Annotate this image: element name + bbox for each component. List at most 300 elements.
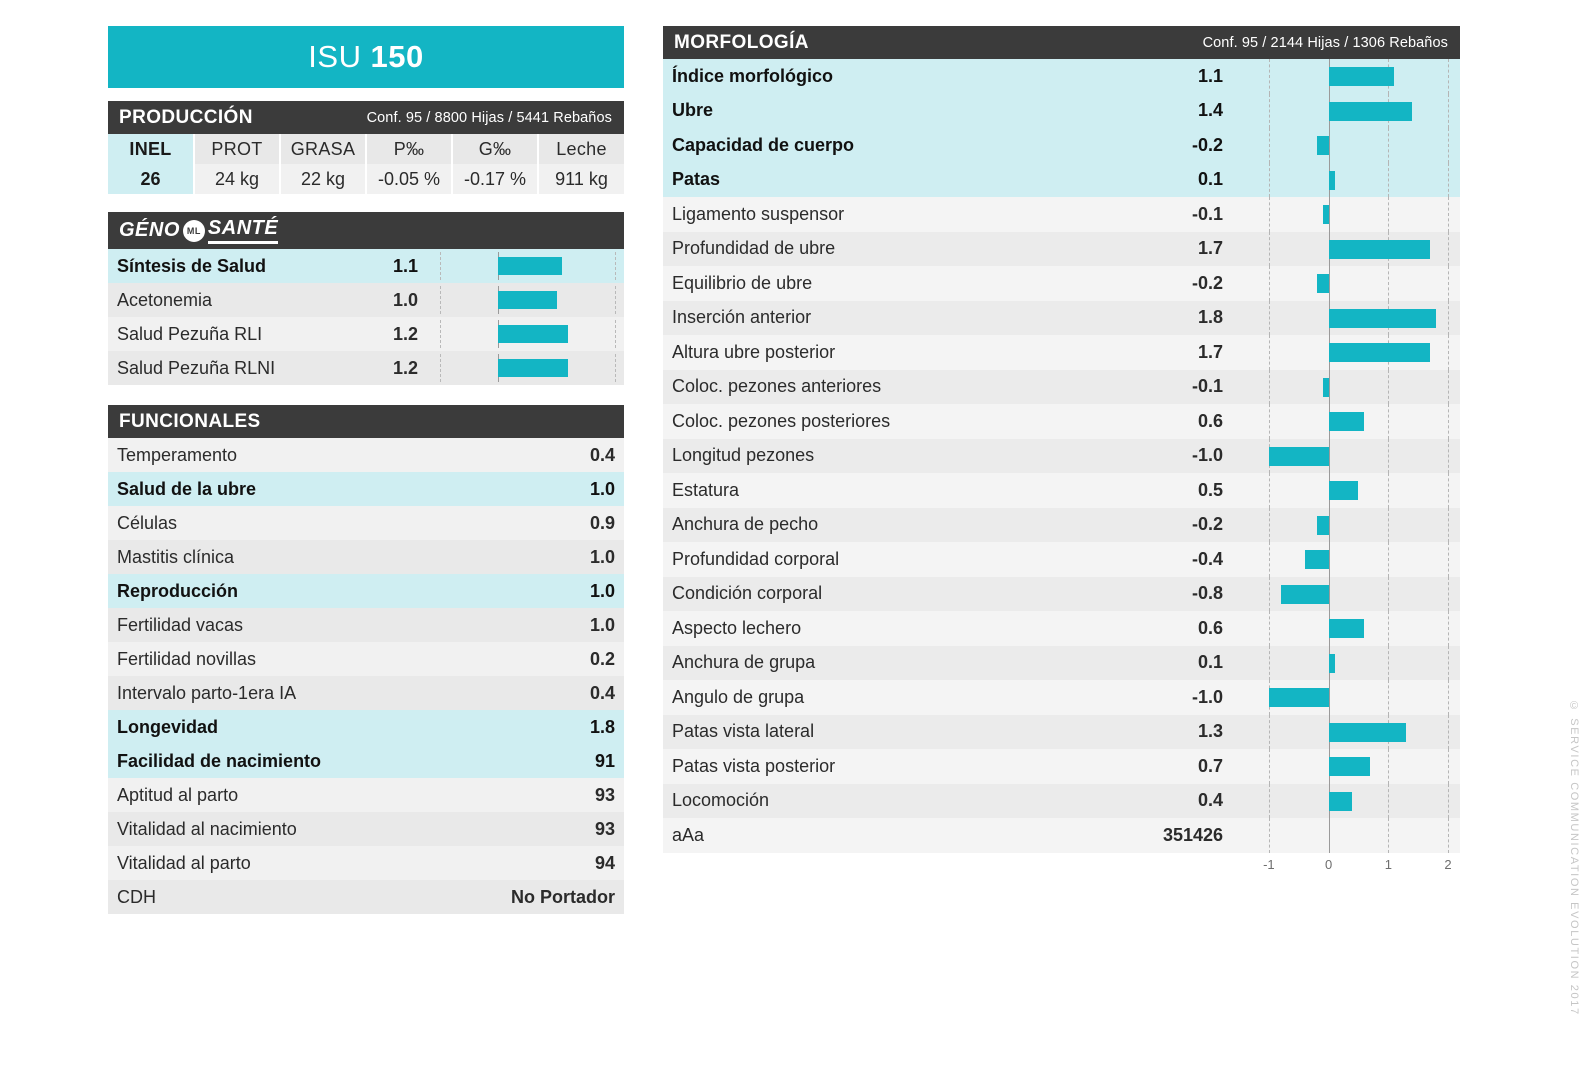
chart-gridline (1388, 439, 1389, 474)
morfologia-row-bar-chart (1245, 508, 1460, 543)
morfologia-row-bar-chart (1245, 128, 1460, 163)
produccion-col-g: G‰ (452, 134, 538, 164)
morfologia-row (663, 232, 1460, 267)
morfologia-row-value: -0.1 (1191, 203, 1223, 224)
funcionales-row-value: 0.4 (589, 682, 615, 703)
chart-gridline (1269, 611, 1270, 646)
morfologia-row (663, 370, 1460, 405)
geno-sante-row-label: Salud Pezuña RLNI (117, 357, 276, 378)
funcionales-title: FUNCIONALES (119, 410, 261, 432)
produccion-val-prot: 24 kg (194, 164, 280, 194)
chart-gridline (440, 320, 441, 348)
morfologia-row (663, 266, 1460, 301)
morfologia-row-label: Coloc. pezones posteriores (672, 410, 891, 431)
chart-bar (1329, 240, 1431, 259)
chart-gridline (1269, 404, 1270, 439)
chart-gridline (1448, 611, 1449, 646)
morfologia-rows (663, 59, 1460, 853)
chart-bar (1281, 585, 1329, 604)
funcionales-row (108, 710, 624, 744)
chart-bar (1329, 67, 1395, 86)
morfologia-row (663, 335, 1460, 370)
funcionales-row-label: Temperamento (117, 444, 238, 465)
produccion-header (108, 101, 624, 134)
morfologia-row (663, 59, 1460, 94)
chart-bar (1329, 619, 1365, 638)
funcionales-row-value: 1.8 (589, 716, 615, 737)
chart-bar (1329, 723, 1407, 742)
chart-gridline (1269, 577, 1270, 612)
morfologia-row-value: 351426 (1163, 824, 1224, 845)
chart-gridline (1269, 266, 1270, 301)
morfologia-row-label: Estatura (672, 479, 740, 500)
morfologia-row-value: -0.4 (1191, 548, 1223, 569)
morfologia-row (663, 818, 1460, 853)
produccion-col-inel: INEL (108, 134, 194, 164)
morfologia-row-value: 0.6 (1197, 410, 1223, 431)
morfologia-row-bar-chart (1245, 749, 1460, 784)
morfologia-row-bar-chart (1245, 715, 1460, 750)
funcionales-row-value: 94 (594, 852, 615, 873)
geno-sante-row-label: Acetonemia (117, 289, 213, 310)
funcionales-row-value: 93 (594, 818, 615, 839)
chart-bar (1329, 102, 1413, 121)
morfologia-row-label: Anchura de pecho (672, 514, 819, 535)
chart-gridline (615, 252, 616, 280)
morfologia-row-label: Angulo de grupa (672, 686, 805, 707)
morfologia-row-label: Patas vista lateral (672, 721, 815, 742)
morfologia-row-bar-chart (1245, 301, 1460, 336)
morfologia-row-label: aAa (672, 824, 705, 845)
axis-tick-label: 0 (1324, 856, 1333, 872)
chart-gridline (1269, 818, 1270, 853)
chart-gridline (1448, 473, 1449, 508)
funcionales-row (108, 608, 624, 642)
geno-sante-row (108, 317, 624, 351)
funcionales-row (108, 676, 624, 710)
produccion-val-inel: 26 (108, 164, 194, 194)
chart-gridline (615, 286, 616, 314)
chart-gridline (1269, 128, 1270, 163)
morfologia-row-label: Profundidad corporal (672, 548, 840, 569)
geno-sante-row-label: Síntesis de Salud (117, 255, 267, 276)
chart-gridline (1448, 335, 1449, 370)
funcionales-row (108, 880, 624, 914)
geno-sante-row-value: 1.0 (392, 289, 418, 310)
morfologia-row-label: Aspecto lechero (672, 617, 802, 638)
chart-bar (1329, 481, 1359, 500)
chart-gridline (1269, 232, 1270, 267)
funcionales-row (108, 778, 624, 812)
morfologia-header (663, 26, 1460, 59)
chart-bar (1305, 550, 1329, 569)
morfologia-row-value: -0.8 (1191, 583, 1223, 604)
geno-sante-row-bar-chart (440, 351, 615, 385)
morfologia-row-label: Índice morfológico (672, 65, 834, 86)
funcionales-row (108, 812, 624, 846)
funcionales-row (108, 846, 624, 880)
chart-gridline (1269, 370, 1270, 405)
morfologia-row-bar-chart (1245, 404, 1460, 439)
right-column (663, 26, 1460, 877)
morfologia-row-bar-chart (1245, 646, 1460, 681)
chart-bar (1317, 274, 1329, 293)
funcionales-row (108, 472, 624, 506)
produccion-col-grasa: GRASA (280, 134, 366, 164)
morfologia-row-bar-chart (1245, 232, 1460, 267)
chart-bar (1329, 654, 1335, 673)
axis-tick-label: 1 (1384, 856, 1392, 872)
morfologia-row-label: Patas (672, 169, 721, 190)
funcionales-section (108, 405, 624, 914)
funcionales-row-value: No Portador (510, 886, 615, 907)
morfologia-row-bar-chart (1245, 163, 1460, 198)
morfologia-row-bar-chart (1245, 335, 1460, 370)
isu-label: ISU (308, 39, 362, 74)
morfologia-row-label: Capacidad de cuerpo (672, 134, 855, 155)
chart-zero-line (1329, 197, 1330, 232)
funcionales-row-value: 1.0 (589, 478, 615, 499)
chart-gridline (1448, 646, 1449, 681)
produccion-title: PRODUCCIÓN (119, 106, 253, 128)
produccion-val-p: -0.05 % (366, 164, 452, 194)
morfologia-row-bar-chart (1245, 94, 1460, 129)
funcionales-row (108, 438, 624, 472)
chart-gridline (1388, 680, 1389, 715)
geno-sante-row-value: 1.2 (392, 323, 418, 344)
chart-gridline (1448, 508, 1449, 543)
chart-bar (1323, 205, 1329, 224)
morfologia-row-value: 1.7 (1197, 341, 1223, 362)
geno-sante-row (108, 283, 624, 317)
funcionales-rows (108, 438, 624, 914)
chart-bar (1317, 136, 1329, 155)
morfologia-row-value: 1.4 (1197, 100, 1223, 121)
chart-gridline (1448, 404, 1449, 439)
morfologia-row-label: Condición corporal (672, 583, 823, 604)
morfologia-row-value: 1.1 (1197, 65, 1223, 86)
morfologia-row (663, 577, 1460, 612)
chart-bar (1329, 412, 1365, 431)
chart-zero-line (1329, 542, 1330, 577)
produccion-col-prot: PROT (194, 134, 280, 164)
funcionales-row (108, 540, 624, 574)
chart-gridline (440, 252, 441, 280)
morfologia-row-label: Coloc. pezones anteriores (672, 376, 882, 397)
chart-gridline (1388, 404, 1389, 439)
morfologia-row (663, 404, 1460, 439)
geno-sante-row-label: Salud Pezuña RLI (117, 323, 263, 344)
morfologia-row (663, 197, 1460, 232)
chart-gridline (1388, 749, 1389, 784)
chart-bar (1329, 757, 1371, 776)
morfologia-row-value: 0.4 (1197, 790, 1223, 811)
chart-gridline (1448, 577, 1449, 612)
funcionales-row-label: Fertilidad novillas (117, 648, 257, 669)
morfologia-row-bar-chart (1245, 577, 1460, 612)
funcionales-row-label: Reproducción (117, 580, 239, 601)
chart-gridline (1388, 577, 1389, 612)
geno-sante-header (108, 212, 624, 249)
isu-value: 150 (370, 39, 424, 74)
morfologia-row-value: 1.3 (1197, 721, 1223, 742)
chart-gridline (1388, 508, 1389, 543)
chart-gridline (1269, 784, 1270, 819)
chart-gridline (440, 354, 441, 382)
chart-gridline (1448, 232, 1449, 267)
funcionales-row-label: Intervalo parto-1era IA (117, 682, 297, 703)
morfologia-row-label: Ubre (672, 100, 714, 121)
chart-gridline (1388, 128, 1389, 163)
geno-sante-logo-part1: GÉNO (119, 219, 180, 241)
produccion-col-p: P‰ (366, 134, 452, 164)
produccion-value-row (108, 164, 624, 194)
chart-bar (498, 325, 568, 343)
morfologia-row (663, 508, 1460, 543)
morfologia-row-value: -0.2 (1191, 272, 1223, 293)
morfologia-row-bar-chart (1245, 439, 1460, 474)
produccion-header-row (108, 134, 624, 164)
morfologia-row-bar-chart (1245, 611, 1460, 646)
morfologia-row (663, 473, 1460, 508)
produccion-val-grasa: 22 kg (280, 164, 366, 194)
morfologia-row (663, 646, 1460, 681)
chart-bar (498, 291, 556, 309)
geno-sante-row-bar-chart (440, 249, 615, 283)
chart-bar (1329, 792, 1353, 811)
chart-gridline (1269, 715, 1270, 750)
chart-bar (1329, 171, 1335, 190)
chart-gridline (615, 320, 616, 348)
morfologia-row-value: -0.2 (1191, 134, 1223, 155)
chart-gridline (1448, 266, 1449, 301)
chart-gridline (440, 286, 441, 314)
chart-gridline (615, 354, 616, 382)
chart-gridline (1448, 439, 1449, 474)
morfologia-row-label: Profundidad de ubre (672, 238, 836, 259)
copyright-notice: © SERVICE COMMUNICATION EVOLUTION 2017 (1568, 700, 1580, 1016)
chart-gridline (1448, 301, 1449, 336)
funcionales-row (108, 744, 624, 778)
morfologia-row-value: 0.7 (1197, 755, 1223, 776)
morfologia-row-bar-chart (1245, 197, 1460, 232)
morfologia-row-bar-chart (1245, 59, 1460, 94)
geno-sante-row-bar-chart (440, 317, 615, 351)
funcionales-row-label: Vitalidad al nacimiento (117, 818, 297, 839)
funcionales-row-label: Células (117, 512, 178, 533)
chart-gridline (1448, 818, 1449, 853)
chart-gridline (1448, 197, 1449, 232)
produccion-section (108, 101, 624, 194)
morfologia-row-bar-chart (1245, 473, 1460, 508)
geno-sante-logo-dot: ML (183, 220, 205, 242)
morfologia-row (663, 439, 1460, 474)
produccion-meta: Conf. 95 / 8800 Hijas / 5441 Rebaños (366, 109, 612, 126)
morfologia-row-value: 0.5 (1197, 479, 1223, 500)
chart-gridline (1448, 128, 1449, 163)
morfologia-row-bar-chart (1245, 542, 1460, 577)
chart-gridline (1388, 611, 1389, 646)
morfologia-row-bar-chart (1245, 818, 1460, 853)
chart-gridline (1388, 473, 1389, 508)
funcionales-row-label: Facilidad de nacimiento (117, 750, 322, 771)
morfologia-row-bar-chart (1245, 784, 1460, 819)
chart-bar (498, 359, 568, 377)
morfologia-row-value: 0.1 (1197, 652, 1223, 673)
chart-zero-line (1329, 370, 1330, 405)
funcionales-row-label: CDH (117, 886, 156, 907)
funcionales-row-label: Longevidad (117, 716, 219, 737)
chart-gridline (1388, 818, 1389, 853)
chart-gridline (1269, 542, 1270, 577)
morfologia-row-bar-chart (1245, 266, 1460, 301)
chart-gridline (1269, 301, 1270, 336)
funcionales-row-value: 1.0 (589, 614, 615, 635)
funcionales-row-label: Fertilidad vacas (117, 614, 244, 635)
morfologia-row (663, 611, 1460, 646)
morfologia-title: MORFOLOGÍA (674, 31, 809, 53)
morfologia-row-bar-chart (1245, 370, 1460, 405)
funcionales-row-value: 0.2 (589, 648, 615, 669)
chart-gridline (1448, 94, 1449, 129)
morfologia-row-value: 1.8 (1197, 307, 1223, 328)
morfologia-row (663, 128, 1460, 163)
morfologia-row-value: -0.2 (1191, 514, 1223, 535)
chart-zero-line (1329, 577, 1330, 612)
chart-gridline (1388, 163, 1389, 198)
chart-gridline (1269, 94, 1270, 129)
left-column (108, 26, 624, 914)
morfologia-row (663, 680, 1460, 715)
chart-gridline (1269, 646, 1270, 681)
isu-header (108, 26, 624, 88)
chart-zero-line (1329, 266, 1330, 301)
chart-zero-line (1329, 128, 1330, 163)
chart-bar (1329, 309, 1437, 328)
funcionales-row-value: 93 (594, 784, 615, 805)
funcionales-row-value: 0.4 (589, 444, 615, 465)
chart-bar (1317, 516, 1329, 535)
morfologia-row-value: -0.1 (1191, 376, 1223, 397)
funcionales-row-value: 1.0 (589, 580, 615, 601)
morfologia-row-value: 0.1 (1197, 169, 1223, 190)
chart-gridline (1448, 370, 1449, 405)
morfologia-row-value: -1.0 (1191, 686, 1223, 707)
funcionales-row-label: Aptitud al parto (117, 784, 239, 805)
geno-sante-row-value: 1.2 (392, 357, 418, 378)
morfologia-row-value: -1.0 (1191, 445, 1223, 466)
geno-sante-row (108, 351, 624, 385)
axis-tick-label: -1 (1263, 856, 1275, 872)
chart-gridline (1448, 749, 1449, 784)
geno-sante-logo-part2: SANTÉ (208, 217, 278, 244)
chart-zero-line (1329, 439, 1330, 474)
morfologia-row-value: 0.6 (1197, 617, 1223, 638)
chart-gridline (1269, 197, 1270, 232)
chart-gridline (1388, 197, 1389, 232)
funcionales-row (108, 506, 624, 540)
morfologia-meta: Conf. 95 / 2144 Hijas / 1306 Rebaños (1202, 34, 1448, 51)
funcionales-row-label: Vitalidad al parto (117, 852, 251, 873)
chart-gridline (1269, 749, 1270, 784)
chart-gridline (1388, 542, 1389, 577)
funcionales-row-label: Salud de la ubre (117, 478, 257, 499)
morfologia-row (663, 163, 1460, 198)
chart-gridline (1448, 542, 1449, 577)
chart-bar (1269, 688, 1329, 707)
chart-gridline (1448, 715, 1449, 750)
geno-sante-row (108, 249, 624, 283)
morfologia-row-label: Equilibrio de ubre (672, 272, 813, 293)
chart-gridline (1269, 508, 1270, 543)
chart-gridline (1269, 59, 1270, 94)
geno-sante-section (108, 212, 624, 385)
geno-sante-logo (119, 217, 278, 244)
morfologia-row-label: Inserción anterior (672, 307, 812, 328)
morfologia-row-label: Ligamento suspensor (672, 203, 845, 224)
chart-gridline (1448, 680, 1449, 715)
funcionales-row-label: Mastitis clínica (117, 546, 235, 567)
morfologia-axis (1245, 853, 1460, 877)
chart-gridline (1388, 266, 1389, 301)
produccion-table (108, 134, 624, 194)
funcionales-header (108, 405, 624, 438)
morfologia-row-value: 1.7 (1197, 238, 1223, 259)
produccion-val-leche: 911 kg (538, 164, 624, 194)
morfologia-row (663, 715, 1460, 750)
produccion-val-g: -0.17 % (452, 164, 538, 194)
morfologia-row (663, 94, 1460, 129)
morfologia-row-label: Anchura de grupa (672, 652, 816, 673)
chart-bar (1269, 447, 1329, 466)
chart-gridline (1448, 59, 1449, 94)
morfologia-row-label: Locomoción (672, 790, 770, 811)
morfologia-row-label: Altura ubre posterior (672, 341, 836, 362)
morfologia-row-label: Patas vista posterior (672, 755, 836, 776)
axis-tick-label: 2 (1444, 856, 1452, 872)
morfologia-row-bar-chart (1245, 680, 1460, 715)
funcionales-row (108, 642, 624, 676)
chart-gridline (1388, 370, 1389, 405)
chart-gridline (1269, 163, 1270, 198)
chart-zero-line (1329, 818, 1330, 853)
chart-bar (1323, 378, 1329, 397)
morfologia-row (663, 784, 1460, 819)
morfologia-row-label: Longitud pezones (672, 445, 815, 466)
morfologia-row (663, 301, 1460, 336)
chart-gridline (1388, 646, 1389, 681)
chart-gridline (1448, 784, 1449, 819)
funcionales-row-value: 91 (594, 750, 615, 771)
chart-gridline (1448, 163, 1449, 198)
produccion-col-leche: Leche (538, 134, 624, 164)
morfologia-row (663, 542, 1460, 577)
geno-sante-row-bar-chart (440, 283, 615, 317)
geno-sante-rows (108, 249, 624, 385)
geno-sante-row-value: 1.1 (392, 255, 418, 276)
chart-zero-line (1329, 508, 1330, 543)
morfologia-row (663, 749, 1460, 784)
chart-gridline (1269, 335, 1270, 370)
chart-bar (498, 257, 562, 275)
chart-gridline (1388, 784, 1389, 819)
funcionales-row-value: 1.0 (589, 546, 615, 567)
chart-bar (1329, 343, 1431, 362)
chart-gridline (1269, 473, 1270, 508)
funcionales-row-value: 0.9 (589, 512, 615, 533)
funcionales-row (108, 574, 624, 608)
chart-zero-line (1329, 680, 1330, 715)
